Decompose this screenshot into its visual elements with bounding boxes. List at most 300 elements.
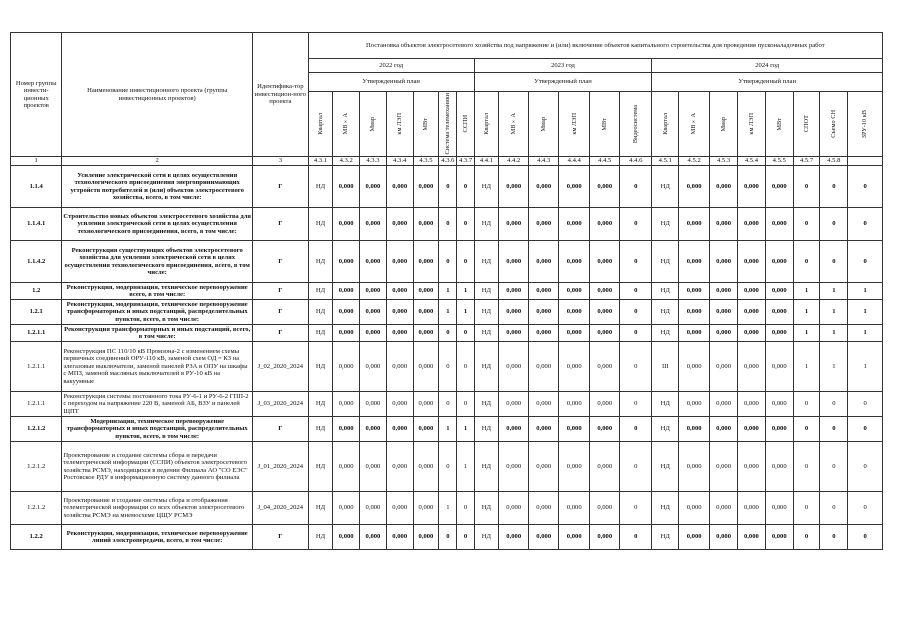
row-identifier: J_03_2020_2024 [253, 392, 309, 417]
row-value: 0,000 [360, 417, 387, 442]
column-number: 4.3.2 [333, 157, 360, 166]
row-value: НД [474, 208, 499, 241]
row-value: 0,000 [738, 492, 766, 525]
row-value: 0,000 [499, 241, 529, 283]
row-value: 0 [848, 492, 883, 525]
row-identifier: Г [253, 283, 309, 300]
row-value: 0,000 [710, 325, 738, 342]
row-value: 0,000 [679, 417, 710, 442]
row-value: 0,000 [679, 442, 710, 492]
column-number: 4.5.4 [738, 157, 766, 166]
row-value: 0,000 [333, 342, 360, 392]
row-value: 0 [620, 442, 652, 492]
row-identifier: Г [253, 325, 309, 342]
row-value: 0,000 [413, 417, 439, 442]
row-value: 0 [439, 241, 457, 283]
row-value: 0,000 [765, 442, 793, 492]
row-value: 0,000 [529, 492, 559, 525]
column-number [848, 157, 883, 166]
table-row [11, 442, 883, 492]
row-value: 0,000 [413, 325, 439, 342]
row-value: 0 [457, 325, 474, 342]
column-header-label: км ЛЭП [747, 113, 755, 135]
row-value: 0,000 [413, 241, 439, 283]
row-value: 0,000 [679, 166, 710, 208]
column-number: 4.3.3 [360, 157, 387, 166]
row-value: 0,000 [386, 525, 413, 550]
table-row [11, 525, 883, 550]
row-value: 0,000 [360, 342, 387, 392]
row-value: НД [652, 325, 679, 342]
row-value: 0,000 [386, 241, 413, 283]
row-identifier: Г [253, 525, 309, 550]
row-value: 0 [457, 241, 474, 283]
investment-table [10, 32, 883, 550]
row-value: 0 [820, 166, 848, 208]
row-value: НД [652, 525, 679, 550]
row-value: 0,000 [386, 166, 413, 208]
row-value: 1 [439, 283, 457, 300]
row-value: 0 [457, 392, 474, 417]
main-title-header: Постановка объектов электросетевого хозяйства под напряжение и (или) включение объектов капитального строительства для проведения пусконаладочных работ [308, 33, 882, 59]
row-name: Модернизация, техническое перевооружение трансформаторных и иных подстанций, распределительных пунктов, всего, в том числе: [62, 417, 253, 442]
row-name: Реконструкция существующих объектов электросетевого хозяйства для усиления электрической сети в целях осуществления технологического присоединения, всего, в том числе: [62, 241, 253, 283]
row-value: 0,000 [559, 241, 590, 283]
column-header [386, 92, 413, 157]
row-identifier: Г [253, 417, 309, 442]
column-header [413, 92, 439, 157]
column-number: 3 [253, 157, 309, 166]
table-row [11, 241, 883, 283]
table-row [11, 300, 883, 325]
row-value: 0,000 [499, 283, 529, 300]
row-name: Реконструкция, модернизация, техническое перевооружение трансформаторных и иных подстанций, распределительных пунктов, всего, в том числе: [62, 300, 253, 325]
row-value: 0,000 [765, 166, 793, 208]
row-value: НД [308, 342, 333, 392]
row-identifier: J_04_2020_2024 [253, 492, 309, 525]
row-value: 0,000 [590, 392, 620, 417]
row-value: 0,000 [559, 325, 590, 342]
column-header [765, 92, 793, 157]
row-value: 0,000 [499, 325, 529, 342]
row-value: 0,000 [738, 342, 766, 392]
row-value: 0,000 [765, 525, 793, 550]
row-value: 0,000 [360, 166, 387, 208]
row-value: НД [474, 283, 499, 300]
row-identifier: Г [253, 166, 309, 208]
row-value: 0,000 [765, 492, 793, 525]
row-value: 0,000 [360, 283, 387, 300]
row-value: 1 [820, 342, 848, 392]
row-value: 0,000 [679, 392, 710, 417]
row-value: 0,000 [710, 525, 738, 550]
column-header-label: Съемо СН [830, 110, 838, 138]
row-value: 0,000 [529, 208, 559, 241]
row-value: НД [474, 300, 499, 325]
row-value: 0 [820, 417, 848, 442]
row-value: НД [308, 300, 333, 325]
row-value: 0 [439, 208, 457, 241]
row-value: 0,000 [710, 442, 738, 492]
row-value: 0,000 [738, 442, 766, 492]
row-value: НД [474, 392, 499, 417]
row-value: НД [308, 325, 333, 342]
row-value: 0,000 [413, 342, 439, 392]
row-value: 0,000 [413, 442, 439, 492]
column-header [710, 92, 738, 157]
column-header-label: Квартал [482, 113, 490, 135]
column-header [333, 92, 360, 157]
row-value: 0,000 [386, 300, 413, 325]
row-value: III [652, 342, 679, 392]
row-value: 0 [793, 208, 820, 241]
row-value: 0,000 [710, 208, 738, 241]
row-value: 0,000 [529, 283, 559, 300]
row-value: 0 [620, 525, 652, 550]
row-number: 1.1.4.1 [11, 208, 62, 241]
row-value: 0,000 [765, 208, 793, 241]
row-identifier: J_01_2020_2024 [253, 442, 309, 492]
row-value: 0,000 [386, 442, 413, 492]
column-header-label: МВт [422, 117, 430, 131]
column-number: 4.3.6 [439, 157, 457, 166]
row-value: 0 [793, 166, 820, 208]
row-value: НД [308, 241, 333, 283]
row-value: 0 [620, 166, 652, 208]
column-number: 4.4.2 [499, 157, 529, 166]
column-header [360, 92, 387, 157]
row-value: 0,000 [559, 417, 590, 442]
row-value: 0,000 [590, 283, 620, 300]
row-value: 0,000 [679, 208, 710, 241]
row-value: 0,000 [413, 300, 439, 325]
row-value: 0,000 [499, 492, 529, 525]
column-number: 4.5.3 [710, 157, 738, 166]
column-header-label: МВ×А [342, 113, 350, 135]
row-value: 1 [848, 283, 883, 300]
column-header [820, 92, 848, 157]
row-value: 0 [457, 492, 474, 525]
row-value: 0,000 [413, 392, 439, 417]
column-number: 2 [62, 157, 253, 166]
row-value: 0,000 [765, 241, 793, 283]
row-value: 1 [457, 442, 474, 492]
row-value: 0 [439, 166, 457, 208]
row-value: 0,000 [499, 208, 529, 241]
row-value: 0,000 [590, 208, 620, 241]
column-number: 4.3.5 [413, 157, 439, 166]
row-value: НД [474, 525, 499, 550]
column-header-label: Видеосистема [632, 104, 640, 144]
table-row [11, 283, 883, 300]
row-value: НД [474, 325, 499, 342]
row-value: 0,000 [679, 492, 710, 525]
row-value: НД [308, 166, 333, 208]
row-value: 0,000 [765, 392, 793, 417]
row-value: 1 [439, 300, 457, 325]
row-value: 1 [793, 325, 820, 342]
row-value: 0,000 [710, 300, 738, 325]
row-value: НД [652, 417, 679, 442]
row-value: 0,000 [386, 492, 413, 525]
row-value: 1 [848, 300, 883, 325]
column-header [474, 92, 499, 157]
column-header-label: Мвар [540, 116, 547, 132]
row-value: 0,000 [413, 208, 439, 241]
row-value: 0,000 [360, 492, 387, 525]
row-value: 0,000 [679, 241, 710, 283]
row-value: 0 [793, 442, 820, 492]
row-value: 0,000 [529, 417, 559, 442]
row-value: 0,000 [765, 300, 793, 325]
row-value: 0,000 [499, 166, 529, 208]
row-value: 0,000 [738, 417, 766, 442]
row-value: 0,000 [679, 342, 710, 392]
column-header [529, 92, 559, 157]
row-value: 0,000 [710, 241, 738, 283]
row-value: НД [308, 283, 333, 300]
column-number: 4.4.4 [559, 157, 590, 166]
row-value: 0,000 [559, 208, 590, 241]
row-value: 0 [793, 492, 820, 525]
column-header [793, 92, 820, 157]
row-value: 0,000 [413, 492, 439, 525]
row-value: НД [652, 166, 679, 208]
column-header-label: МВт [601, 117, 609, 131]
column-header [559, 92, 590, 157]
row-value: 1 [820, 283, 848, 300]
row-value: 0 [793, 525, 820, 550]
row-name: Реконструкция системы постоянного тока РУ-6-1 и РУ-6-2 ГПП-2 с переходом на напряжение 220 В, заменой АБ, ВЗУ и панелей ЩПТ [62, 392, 253, 417]
row-value: 0,000 [738, 325, 766, 342]
column-header-label: ССПИ [461, 115, 469, 133]
row-value: 0,000 [413, 283, 439, 300]
row-value: 0,000 [590, 342, 620, 392]
row-value: 0 [457, 208, 474, 241]
year-2024-header: 2024 год [652, 59, 883, 73]
row-value: 0,000 [710, 417, 738, 442]
plan-2024-header: Утвержденный план [652, 73, 883, 92]
row-number: 1.2 [11, 283, 62, 300]
row-value: 0,000 [529, 342, 559, 392]
row-value: НД [652, 492, 679, 525]
row-value: 0,000 [590, 241, 620, 283]
row-value: 1 [457, 417, 474, 442]
column-header-label: Квартал [316, 113, 324, 135]
row-value: 0 [848, 442, 883, 492]
row-value: 0,000 [710, 283, 738, 300]
row-number: 1.2.1 [11, 300, 62, 325]
row-value: 0,000 [590, 492, 620, 525]
row-value: 0,000 [529, 392, 559, 417]
row-value: 0,000 [333, 417, 360, 442]
row-value: НД [652, 300, 679, 325]
row-value: 0,000 [413, 166, 439, 208]
row-value: 0 [620, 492, 652, 525]
row-value: 0,000 [679, 283, 710, 300]
row-number: 1.2.1.1 [11, 342, 62, 392]
row-value: 0,000 [529, 325, 559, 342]
row-value: 0 [620, 392, 652, 417]
row-number: 1.2.1.2 [11, 442, 62, 492]
row-value: 0,000 [738, 208, 766, 241]
row-value: 0 [793, 241, 820, 283]
group-number-header: Номер группы инвести-ционных проектов [11, 33, 62, 157]
row-value: 0,000 [710, 166, 738, 208]
column-header-label: ЗРУ-10 кВ [861, 109, 869, 139]
row-value: 0,000 [499, 300, 529, 325]
row-number: 1.2.1.2 [11, 492, 62, 525]
row-name: Усиление электрической сети в целях осуществления технологического присоединения энергопринимающих устройств потребителей и (или) объектов электросетевого хозяйства, всего, в том числе: [62, 166, 253, 208]
row-value: 0,000 [333, 166, 360, 208]
row-name: Строительство новых объектов электросетевого хозяйства для усиления электрической сети в целях осуществления технологического присоединения, всего, в том числе: [62, 208, 253, 241]
row-value: 0,000 [559, 525, 590, 550]
column-header-label: МВ×А [690, 113, 698, 135]
row-value: 0,000 [765, 283, 793, 300]
row-value: 0,000 [333, 325, 360, 342]
row-value: 0,000 [590, 325, 620, 342]
row-value: 0,000 [499, 417, 529, 442]
column-header-label: Квартал [661, 113, 669, 135]
row-value: 0,000 [710, 342, 738, 392]
row-value: 0,000 [499, 525, 529, 550]
row-value: 1 [457, 300, 474, 325]
row-value: 0,000 [360, 442, 387, 492]
row-value: НД [308, 442, 333, 492]
row-value: 0,000 [765, 325, 793, 342]
table-row [11, 325, 883, 342]
row-number: 1.1.4.2 [11, 241, 62, 283]
column-header [499, 92, 529, 157]
row-value: НД [652, 392, 679, 417]
row-value: 0,000 [559, 166, 590, 208]
row-value: 0,000 [333, 442, 360, 492]
row-value: 0 [848, 166, 883, 208]
row-identifier: Г [253, 208, 309, 241]
row-name: Реконструкция, модернизация, техническое перевооружение всего, в том числе: [62, 283, 253, 300]
row-value: НД [308, 208, 333, 241]
table-row [11, 166, 883, 208]
row-number: 1.2.2 [11, 525, 62, 550]
table-row [11, 492, 883, 525]
row-value: 0,000 [360, 300, 387, 325]
column-number: 4.5.2 [679, 157, 710, 166]
row-value: 0,000 [333, 392, 360, 417]
row-value: 0 [620, 300, 652, 325]
row-value: НД [474, 417, 499, 442]
plan-2022-header: Утвержденный план [308, 73, 474, 92]
row-value: 0,000 [360, 525, 387, 550]
row-value: 0,000 [333, 525, 360, 550]
row-value: 0 [848, 241, 883, 283]
row-value: НД [474, 241, 499, 283]
row-name: Реконструкция, модернизация, техническое перевооружение линий электропередачи, всего, в том числе: [62, 525, 253, 550]
column-number: 4.5.8 [820, 157, 848, 166]
row-value: 0,000 [499, 342, 529, 392]
row-value: 0,000 [386, 283, 413, 300]
column-number: 4.4.6 [620, 157, 652, 166]
row-value: 0,000 [529, 166, 559, 208]
row-value: 0,000 [360, 241, 387, 283]
column-header [652, 92, 679, 157]
row-value: 0,000 [559, 392, 590, 417]
row-value: 0,000 [765, 342, 793, 392]
row-value: 0,000 [529, 300, 559, 325]
row-value: 0 [848, 392, 883, 417]
row-value: 0,000 [386, 392, 413, 417]
row-value: 0 [820, 392, 848, 417]
row-value: НД [652, 208, 679, 241]
row-value: 0 [439, 525, 457, 550]
row-number: 1.2.1.2 [11, 417, 62, 442]
row-value: 0,000 [333, 300, 360, 325]
row-value: 0 [620, 342, 652, 392]
column-header [308, 92, 333, 157]
row-value: 0,000 [333, 283, 360, 300]
row-value: 0 [820, 241, 848, 283]
row-value: 0,000 [559, 300, 590, 325]
identifier-header: Идентифика-тор инвестицион-ного проекта [253, 33, 309, 157]
column-number: 4.5.7 [793, 157, 820, 166]
row-value: 0,000 [710, 492, 738, 525]
row-value: 0 [439, 325, 457, 342]
column-number: 4.3.7 [458, 157, 473, 165]
row-value: 1 [820, 300, 848, 325]
row-value: 0,000 [590, 442, 620, 492]
column-header [679, 92, 710, 157]
row-value: НД [652, 442, 679, 492]
row-number: 1.2.1.1 [11, 392, 62, 417]
column-number: 4.4.3 [529, 157, 559, 166]
column-number: 4.4.1 [474, 157, 499, 166]
row-value: НД [652, 241, 679, 283]
row-value: 0,000 [559, 492, 590, 525]
row-value: 0,000 [559, 283, 590, 300]
row-value: НД [308, 525, 333, 550]
row-value: 0,000 [738, 166, 766, 208]
row-value: 0,000 [499, 442, 529, 492]
plan-2023-header: Утвержденный план [474, 73, 652, 92]
row-value: 1 [793, 342, 820, 392]
row-value: 1 [793, 300, 820, 325]
row-value: 0,000 [360, 325, 387, 342]
column-header-label: СПОТ [802, 115, 810, 133]
row-value: 0 [620, 325, 652, 342]
row-value: 0,000 [679, 525, 710, 550]
column-header-label: Мвар [719, 116, 727, 132]
row-number: 1.2.1.1 [11, 325, 62, 342]
row-value: НД [652, 283, 679, 300]
row-value: НД [308, 492, 333, 525]
column-header-label: Система телемеханики [444, 93, 452, 155]
table-row [11, 392, 883, 417]
column-header [620, 92, 652, 157]
row-value: 0,000 [499, 392, 529, 417]
row-value: 0 [457, 166, 474, 208]
column-number: 1 [11, 157, 62, 166]
row-value: 0,000 [590, 525, 620, 550]
row-value: 0,000 [360, 392, 387, 417]
column-number: 4.3.1 [308, 157, 333, 166]
row-value: 0,000 [559, 442, 590, 492]
year-2023-header: 2023 год [474, 59, 652, 73]
row-value: 0,000 [529, 525, 559, 550]
row-value: 1 [439, 492, 457, 525]
row-value: 0 [848, 417, 883, 442]
row-value: 0 [820, 208, 848, 241]
row-value: 0 [620, 241, 652, 283]
row-value: НД [474, 442, 499, 492]
